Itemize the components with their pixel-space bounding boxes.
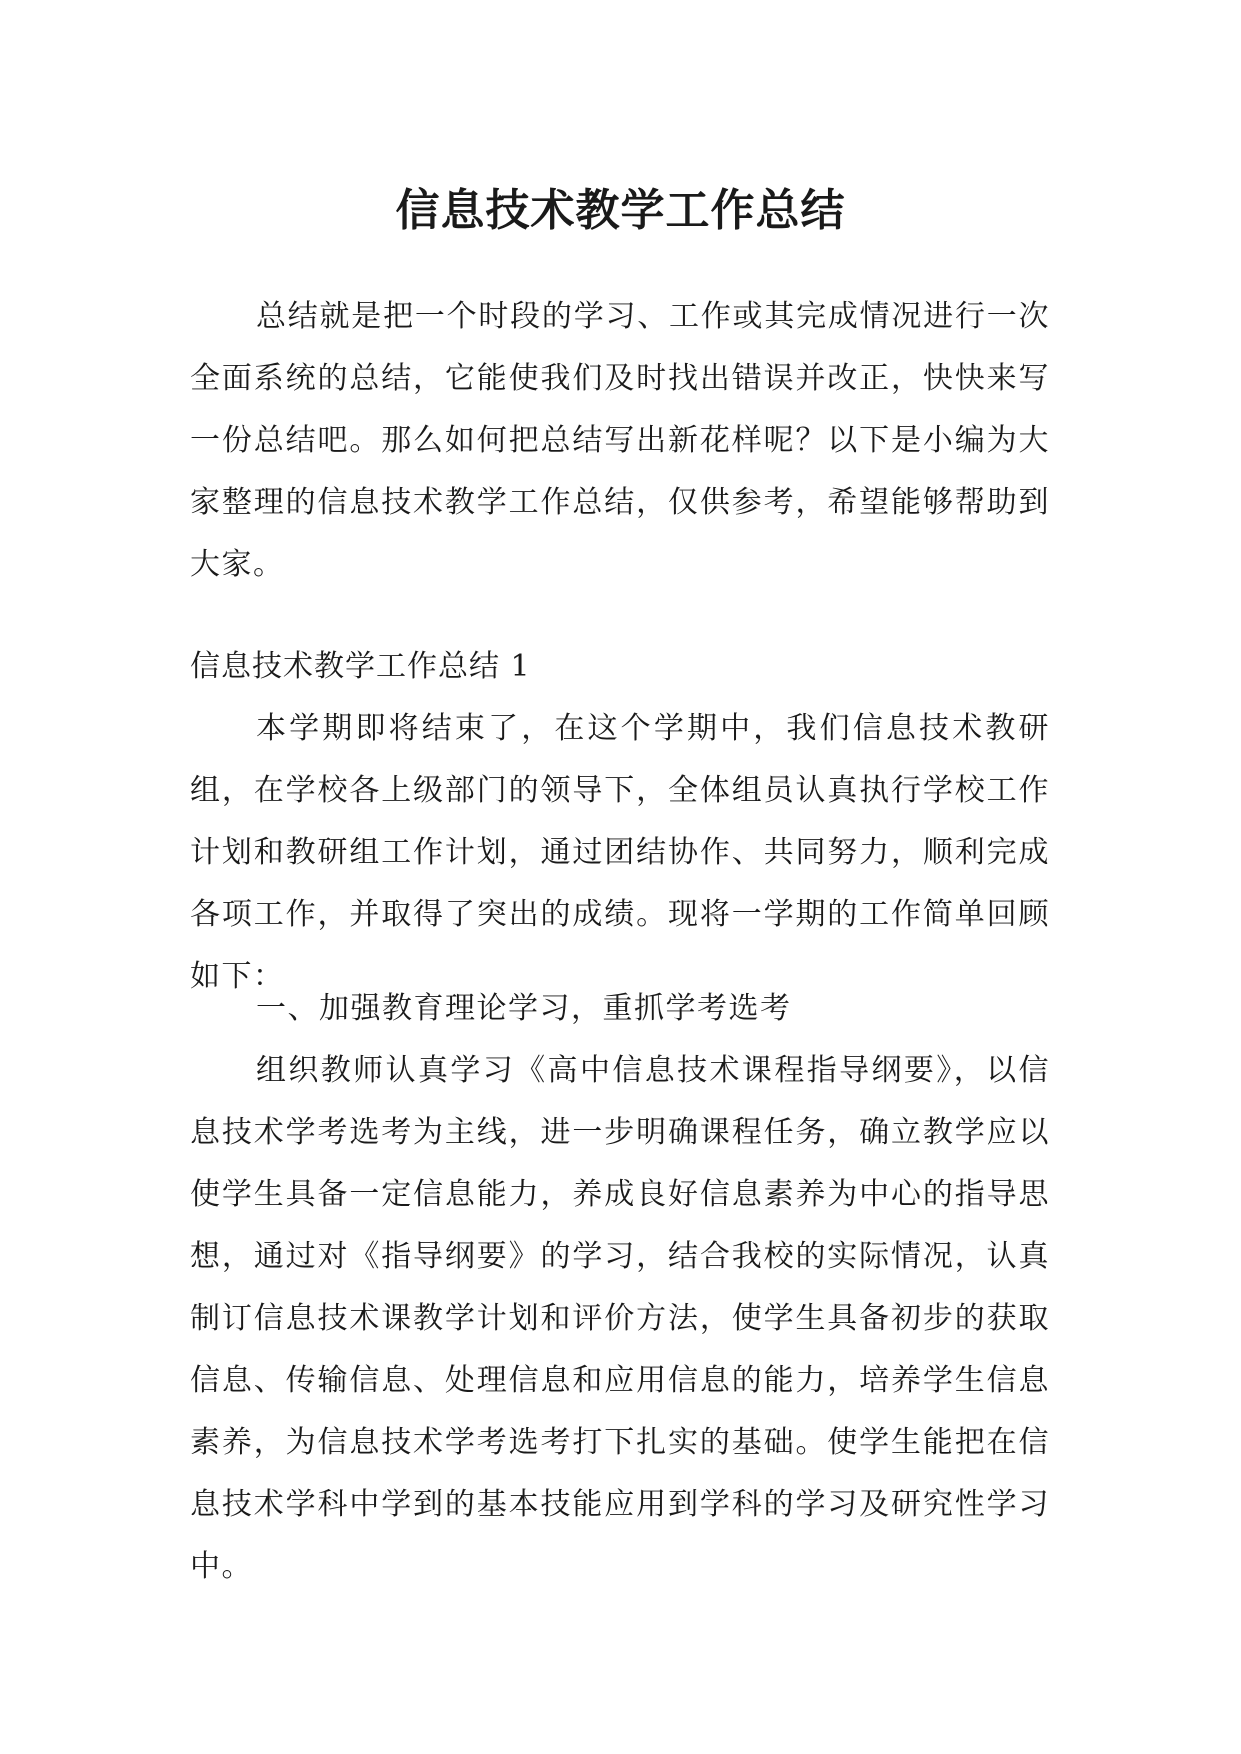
document-title: 信息技术教学工作总结 bbox=[395, 185, 846, 237]
intro-paragraph: 总结就是把一个时段的学习、工作或其完成情况进行一次全面系统的总结，它能使我们及时找出错误并改正，快快来写一份总结吧。那么如何把总结写出新花样呢？以下是小编为大家整理的信息技术教学工作总结，仅供参考，希望能够帮助到大家。 bbox=[190, 299, 1050, 582]
section-paragraph-1: 本学期即将结束了，在这个学期中，我们信息技术教研组，在学校各上级部门的领导下，全体组员认真执行学校工作计划和教研组工作计划，通过团结协作、共同努力，顺利完成各项工作，并取得了突出的成绩。现将一学期的工作简单回顾如下： bbox=[190, 711, 1050, 994]
section-paragraph-2: 组织教师认真学习《高中信息技术课程指导纲要》，以信息技术学考选考为主线，进一步明确课程任务，确立教学应以使学生具备一定信息能力，养成良好信息素养为中心的指导思想，通过对《指导纲要》的学习，结合我校的实际情况，认真制订信息技术课教学计划和评价方法，使学生具备初步的获取信息、传输信息、处理信息和应用信息的能力，培养学生信息素养，为信息技术学考选考打下扎实的基础。使学生能把在信息技术学科中学到的基本技能应用到学科的学习及研究性学习中。 bbox=[190, 1053, 1050, 1584]
section-heading: 信息技术教学工作总结 1 bbox=[190, 649, 531, 684]
subheading-1: 一、加强教育理论学习，重抓学考选考 bbox=[256, 991, 792, 1026]
